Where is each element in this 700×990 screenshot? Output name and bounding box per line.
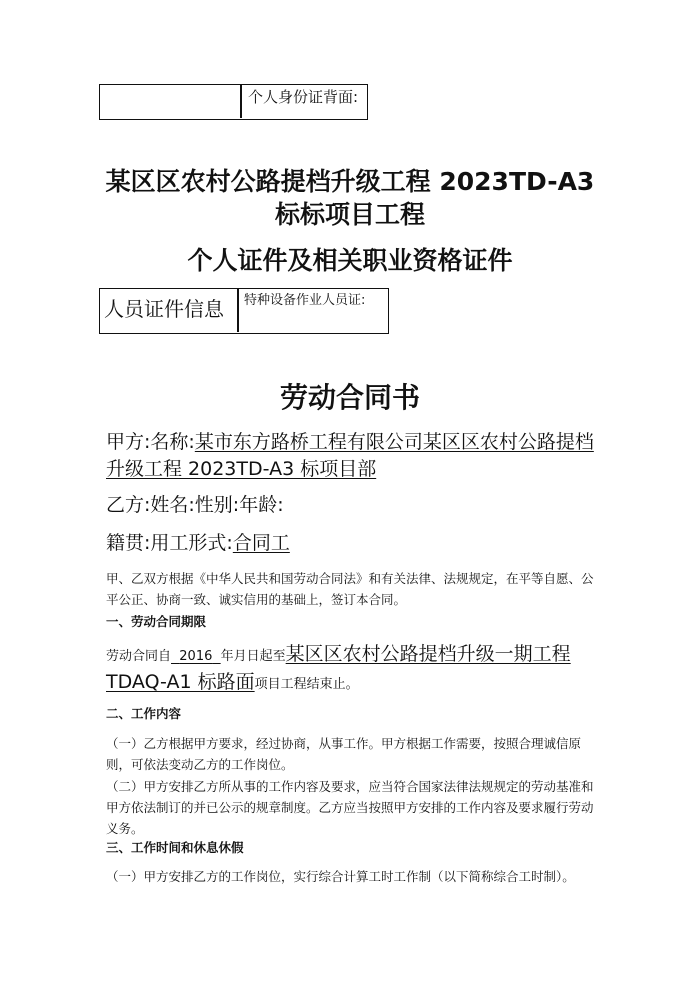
id-back-label: 个人身份证背面: [248, 88, 359, 106]
section1-heading: 一、劳动合同期限 [106, 614, 207, 629]
term-prefix: 劳动合同自 [106, 649, 172, 664]
term-project-line1: 某区区农村公路提档升级一期工程 [285, 643, 571, 665]
term-suffix: 项目工程结束止。 [254, 677, 359, 692]
native-label: 籍贯:用工形式: [106, 532, 233, 554]
term-middle: 年月日起至 [220, 649, 286, 664]
party-a-line1 [106, 428, 594, 456]
party-a-line2 [106, 455, 376, 483]
party-a-value-line1: 某市东方路桥工程有限公司某区区农村公路提档 [194, 431, 594, 453]
section2-paragraph1: （一）乙方根据甲方要求，经过协商，从事工作。甲方根据工作需要，按照合理诚信原则，可依法变动乙方的工作岗位。 [106, 736, 582, 772]
id-back-table [99, 84, 368, 120]
id-back-table-divider [240, 85, 242, 118]
doc-title-line3: 个人证件及相关职业资格证件 [187, 246, 513, 275]
term-project-line2: TDAQ-A1 标路面 [106, 671, 255, 693]
intro-paragraph: 甲、乙双方根据《中华人民共和国劳动合同法》和有关法律、法规规定，在平等自愿、公平公正、协商一致、诚实信用的基础上，签订本合同。 [106, 571, 594, 607]
term-year: 2016 [179, 649, 213, 664]
party-a-label: 甲方:名称: [106, 431, 195, 453]
certificate-info-label: 人员证件信息 [104, 297, 224, 321]
section3-paragraph1: （一）甲方安排乙方的工作岗位，实行综合计算工时工作制（以下简称综合工时制）。 [106, 869, 575, 884]
doc-title-line2: 标标项目工程 [274, 200, 425, 229]
employment-form-value: 合同工 [232, 532, 290, 554]
term-line2 [106, 668, 359, 699]
contract-title: 劳动合同书 [279, 381, 420, 414]
certificate-info-divider [237, 289, 239, 332]
party-a-value-line2: 升级工程 2023TD-A3 标项目部 [106, 458, 377, 480]
term-line1 [106, 640, 571, 671]
doc-title-line1: 某区区农村公路提档升级工程 2023TD-A3 [105, 167, 595, 196]
section2-heading: 二、工作内容 [106, 706, 182, 721]
certificate-info-table [99, 288, 389, 334]
special-equipment-cert-label: 特种设备作业人员证: [244, 293, 366, 308]
native-place-line [106, 529, 290, 557]
section3-heading: 三、工作时间和休息休假 [106, 840, 244, 855]
party-b-line: 乙方:姓名:性别:年龄: [106, 494, 284, 516]
section2-paragraph2: （二）甲方安排乙方所从事的工作内容及要求，应当符合国家法律法规规定的劳动基准和甲方依法制订的并已公示的规章制度。乙方应当按照甲方安排的工作内容及要求履行劳动义务。 [106, 779, 594, 836]
